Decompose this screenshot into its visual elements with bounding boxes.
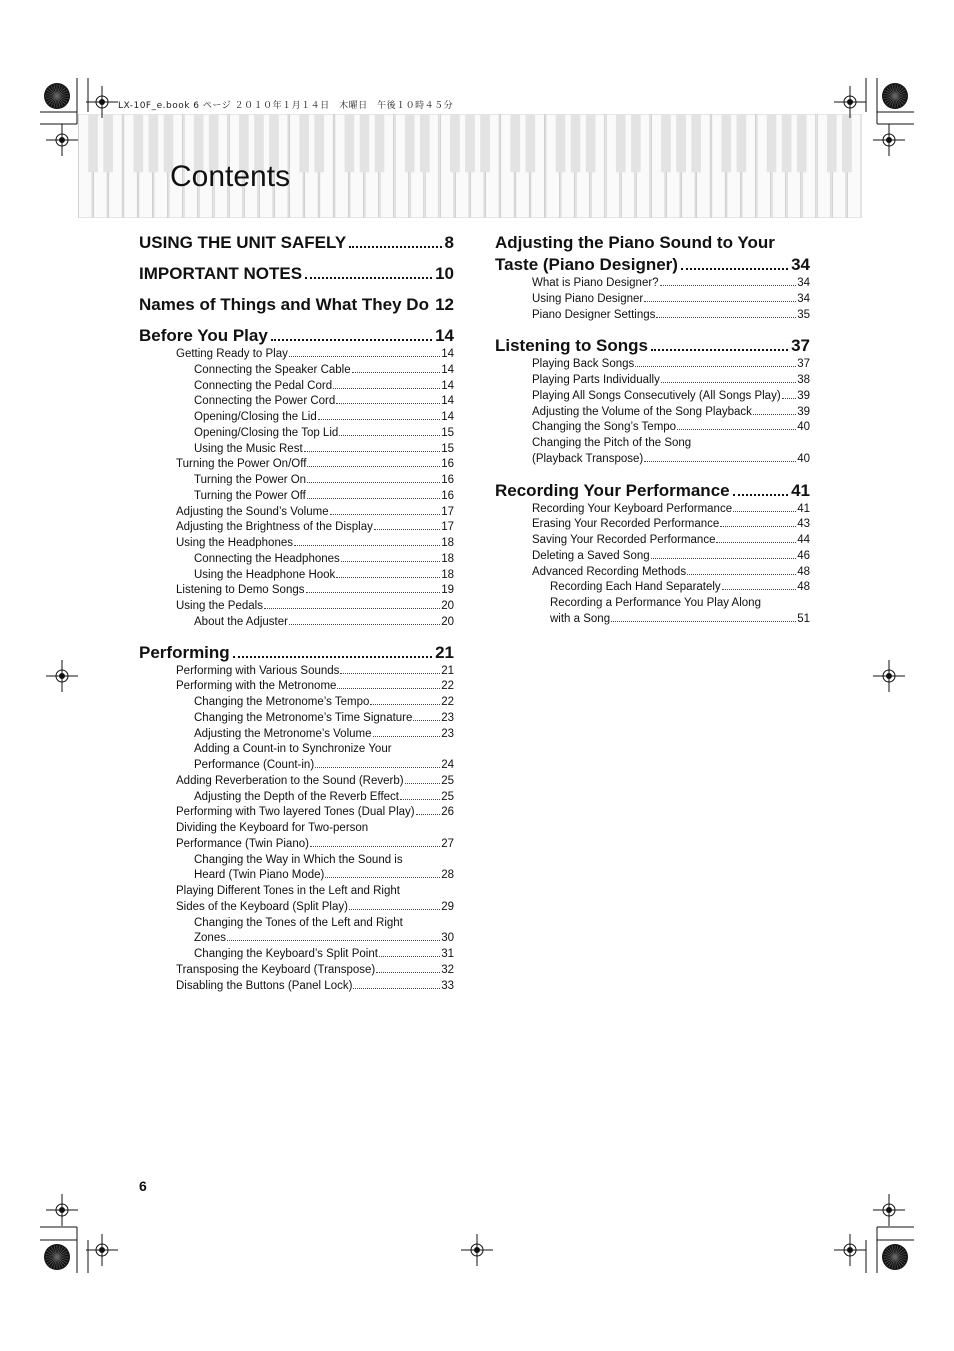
toc-entry-page: 32 xyxy=(441,963,454,976)
registration-dial-icon xyxy=(44,1244,70,1270)
registration-crosshair-icon xyxy=(86,1234,118,1266)
toc-entry-page: 14 xyxy=(441,348,454,360)
toc-entry-page: 39 xyxy=(797,405,810,418)
toc-entry-title: Transposing the Keyboard (Transpose) xyxy=(176,963,376,976)
toc-entry-title: (Playback Transpose) xyxy=(532,452,644,465)
toc-entry-page: 20 xyxy=(441,600,454,612)
toc-entry-title: Adjusting the Volume of the Song Playback xyxy=(532,405,752,418)
toc-entry-page: 14 xyxy=(441,379,454,392)
toc-heading-title: Names of Things and What They Do xyxy=(139,295,429,314)
toc-entry-title: Opening/Closing the Top Lid xyxy=(194,426,339,439)
registration-crosshair-icon xyxy=(873,124,905,156)
toc-heading-title: IMPORTANT NOTES xyxy=(139,264,303,283)
registration-crosshair-icon xyxy=(873,660,905,692)
toc-entry-page: 25 xyxy=(441,774,454,787)
toc-heading-page: 21 xyxy=(435,642,454,662)
toc-entry-title: Performing with Various Sounds xyxy=(176,664,340,677)
toc-entry-page: 34 xyxy=(797,292,810,305)
toc-heading-page: 34 xyxy=(791,255,810,274)
toc-heading-title: Performing xyxy=(139,642,230,662)
toc-entry-page: 41 xyxy=(797,502,810,515)
toc-entry-page: 20 xyxy=(441,615,454,628)
toc-entry-page: 40 xyxy=(797,421,810,434)
toc-entry-page: 19 xyxy=(441,584,454,597)
toc-entry-page: 29 xyxy=(441,900,454,913)
toc-heading-page: 41 xyxy=(791,480,810,500)
toc-entry-title: Turning the Power Off xyxy=(194,489,306,502)
toc-entry-page: 25 xyxy=(441,790,454,803)
toc-entry-title: Using Piano Designer xyxy=(532,292,644,305)
toc-entry-title: Turning the Power On/Off xyxy=(176,458,307,471)
toc-entry-page: 27 xyxy=(441,837,454,850)
toc-entry-page: 16 xyxy=(441,458,454,471)
toc-heading-page: 8 xyxy=(444,233,454,252)
toc-heading-title: Taste (Piano Designer) xyxy=(495,255,678,274)
toc-entry-title: Turning the Power On xyxy=(194,474,307,486)
page-title: Contents xyxy=(170,160,291,193)
toc-entry-page: 38 xyxy=(797,374,810,386)
toc-entry-title: Opening/Closing the Lid xyxy=(194,411,317,423)
toc-entry-title: Changing the Metronome’s Tempo xyxy=(194,696,370,708)
registration-dial-icon xyxy=(882,1244,908,1270)
toc-entry-title: Disabling the Buttons (Panel Lock) xyxy=(176,979,353,992)
toc-entry-page: 15 xyxy=(441,426,454,439)
toc-entry-title: Connecting the Power Cord xyxy=(194,395,336,408)
toc-entry-title: Performance (Count-in) xyxy=(194,759,315,771)
toc-entry-page: 18 xyxy=(441,552,454,565)
toc-entry-title: Listening to Demo Songs xyxy=(176,584,305,597)
toc-entry-title: Playing Back Songs xyxy=(532,358,635,371)
toc-entry-title: Connecting the Speaker Cable xyxy=(194,363,351,376)
toc-heading-title: Recording Your Performance xyxy=(495,480,730,500)
toc-entry-title: Piano Designer Settings xyxy=(532,308,656,321)
toc-entry-page: 24 xyxy=(441,759,454,771)
toc-entry-page: 14 xyxy=(441,363,454,376)
toc-entry-title: Recording Each Hand Separately xyxy=(550,581,721,594)
toc-entry-line1: Recording a Performance You Play Along xyxy=(550,597,761,609)
toc-entry-page: 51 xyxy=(797,612,810,625)
toc-entry-title: Using the Pedals xyxy=(176,600,263,612)
toc-entry-title: Zones xyxy=(194,932,226,945)
toc-entry-page: 30 xyxy=(441,932,454,945)
toc-heading-title: Listening to Songs xyxy=(495,336,648,356)
toc-entry-title: Deleting a Saved Song xyxy=(532,549,650,562)
registration-crosshair-icon xyxy=(46,124,78,156)
toc-entry-page: 18 xyxy=(441,537,454,549)
toc-entry-title: Connecting the Pedal Cord xyxy=(194,379,333,392)
registration-dial-icon xyxy=(44,83,70,109)
toc-heading-page: 37 xyxy=(791,336,810,356)
toc-heading-page: 10 xyxy=(435,264,454,283)
registration-crosshair-icon xyxy=(46,1194,78,1226)
toc-entry-title: Performing with the Metronome xyxy=(176,680,337,693)
toc-entry-line1: Changing the Tones of the Left and Right xyxy=(194,916,403,929)
toc-heading-title: Before You Play xyxy=(139,326,268,345)
toc-entry-title: About the Adjuster xyxy=(194,615,288,628)
toc-entry-page: 23 xyxy=(441,727,454,740)
toc-entry-title: What is Piano Designer? xyxy=(532,277,659,289)
toc-heading-title: USING THE UNIT SAFELY xyxy=(139,233,347,252)
toc-entry-title: Using the Headphone Hook xyxy=(194,568,336,581)
toc-entry-page: 34 xyxy=(797,277,810,289)
toc-entry-title: Using the Headphones xyxy=(176,537,293,549)
toc-heading-title-line1: Adjusting the Piano Sound to Your xyxy=(495,233,775,252)
toc-entry-page: 17 xyxy=(441,505,454,518)
toc-entry-title: Changing the Song’s Tempo xyxy=(532,421,677,434)
registration-crosshair-icon xyxy=(873,1194,905,1226)
registration-crosshair-icon xyxy=(834,1234,866,1266)
toc-entry-title: Sides of the Keyboard (Split Play) xyxy=(176,900,348,913)
toc-entry-title: Performance (Twin Piano) xyxy=(176,837,309,850)
toc-entry-title: Recording Your Keyboard Performance xyxy=(532,502,733,515)
toc-entry-title: Adjusting the Brightness of the Display xyxy=(176,521,373,534)
toc-entry-title: Connecting the Headphones xyxy=(194,552,340,565)
toc-entry-line1: Adding a Count-in to Synchronize Your xyxy=(194,743,392,756)
toc-entry-title: Advanced Recording Methods xyxy=(532,565,687,578)
toc-entry-title: Performing with Two layered Tones (Dual Play) xyxy=(176,806,415,819)
registration-dial-icon xyxy=(882,83,908,109)
toc-entry-page: 26 xyxy=(441,806,454,819)
toc-entry-title: Playing All Songs Consecutively (All Songs Play) xyxy=(532,389,781,402)
registration-crosshair-icon xyxy=(461,1234,493,1266)
toc-entry-page: 33 xyxy=(441,979,454,992)
toc-entry-title: Adjusting the Sound’s Volume xyxy=(176,505,329,518)
toc-entry-page: 21 xyxy=(441,664,454,677)
registration-crosshair-icon xyxy=(86,86,118,118)
toc-entry-title: Erasing Your Recorded Performance xyxy=(532,518,720,531)
toc-entry-title: Changing the Metronome’s Time Signature xyxy=(194,711,413,724)
toc-entry-page: 16 xyxy=(441,489,454,502)
toc-entry-page: 35 xyxy=(797,308,810,321)
toc-entry-line1: Changing the Pitch of the Song xyxy=(532,437,692,449)
toc-entry-page: 14 xyxy=(441,411,454,423)
toc-entry-page: 15 xyxy=(441,442,454,455)
toc-entry-line1: Changing the Way in Which the Sound is xyxy=(194,853,403,866)
toc-entry-page: 14 xyxy=(441,395,454,408)
toc-entry-title: with a Song xyxy=(550,612,611,625)
toc-entry-page: 31 xyxy=(441,948,454,960)
toc-entry-line1: Playing Different Tones in the Left and Right xyxy=(176,885,400,897)
toc-entry-line1: Dividing the Keyboard for Two-person xyxy=(176,822,369,834)
toc-entry-title: Saving Your Recorded Performance xyxy=(532,534,716,546)
toc-entry-page: 28 xyxy=(441,869,454,882)
toc-entry-page: 18 xyxy=(441,568,454,581)
toc-entry-page: 44 xyxy=(797,534,810,546)
toc-entry-page: 40 xyxy=(797,452,810,465)
page-number: 6 xyxy=(139,1178,147,1194)
toc-entry-page: 22 xyxy=(441,696,454,708)
toc-entry-title: Adjusting the Metronome’s Volume xyxy=(194,727,372,740)
toc-heading-page: 14 xyxy=(435,326,454,345)
toc-entry-page: 22 xyxy=(441,680,454,693)
toc-entry-title: Adding Reverberation to the Sound (Reverb) xyxy=(176,774,404,787)
toc-entry-page: 23 xyxy=(441,711,454,724)
toc-entry-page: 48 xyxy=(797,581,810,594)
toc-entry-page: 17 xyxy=(441,521,454,534)
registration-crosshair-icon xyxy=(46,660,78,692)
toc-entry-page: 16 xyxy=(441,474,454,486)
toc-entry-title: Using the Music Rest xyxy=(194,442,303,455)
print-header-line: LX-10F_e.book 6 ページ ２０１０年１月１４日 木曜日 午後１０時４５分 xyxy=(118,101,454,111)
toc-entry-title: Heard (Twin Piano Mode) xyxy=(194,869,325,882)
toc-entry-page: 46 xyxy=(797,549,810,562)
toc-entry-page: 37 xyxy=(797,358,810,371)
toc-entry-title: Adjusting the Depth of the Reverb Effect xyxy=(194,790,399,803)
toc-entry-page: 39 xyxy=(797,389,810,402)
toc-heading-page: 12 xyxy=(435,295,454,314)
toc-entry-page: 48 xyxy=(797,565,810,578)
toc-entry-title: Changing the Keyboard’s Split Point xyxy=(194,948,378,960)
toc-entry-title: Playing Parts Individually xyxy=(532,374,660,386)
toc-entry-page: 43 xyxy=(797,518,810,531)
registration-crosshair-icon xyxy=(834,86,866,118)
toc-entry-title: Getting Ready to Play xyxy=(176,348,288,360)
